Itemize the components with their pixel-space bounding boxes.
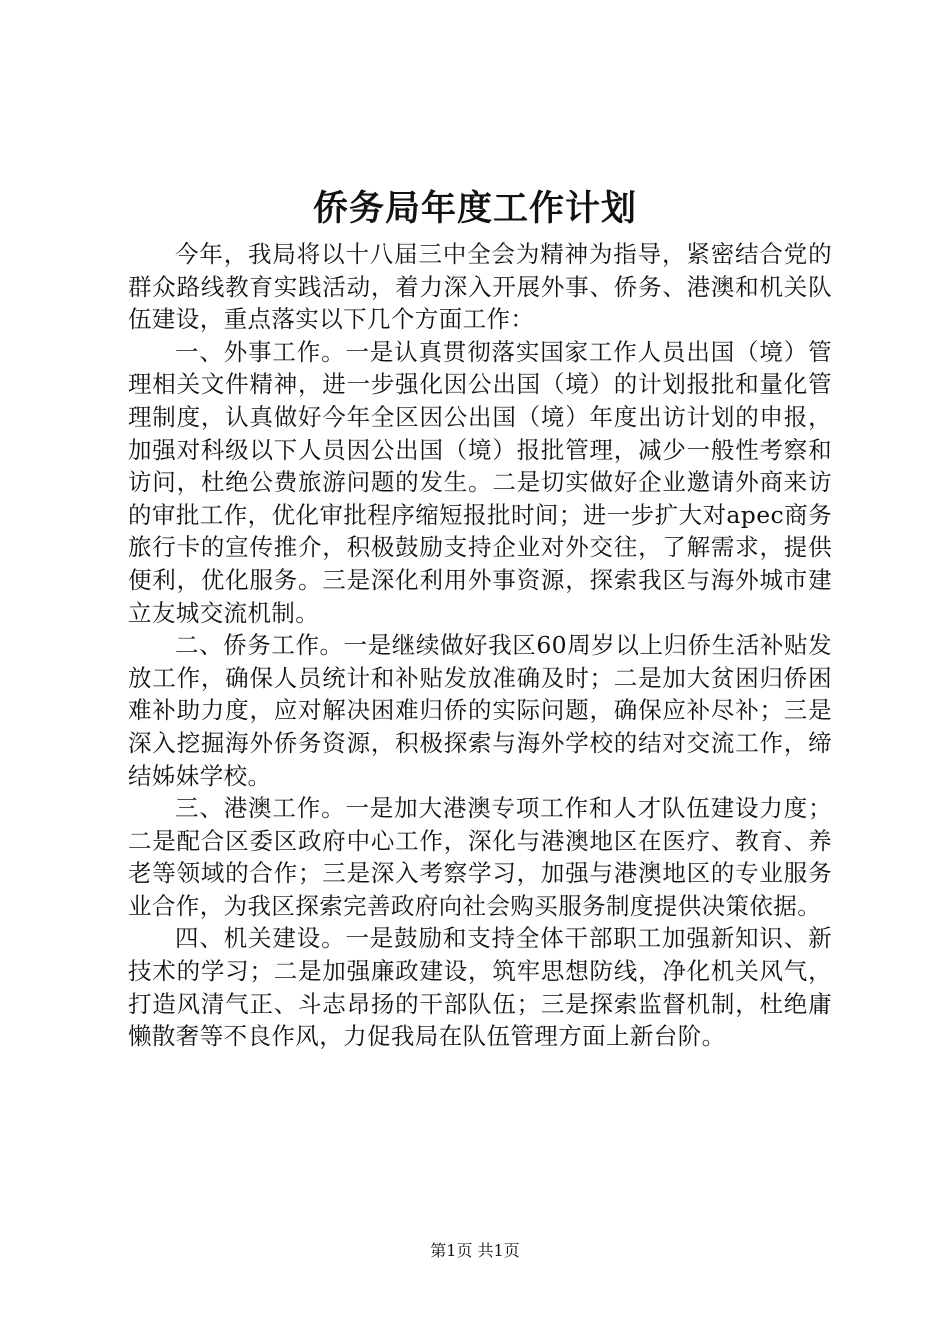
document-body	[128, 238, 832, 1053]
paragraph-organization-building: 四、机关建设。一是鼓励和支持全体干部职工加强新知识、新技术的学习；二是加强廉政建设，筑牢思想防线，净化机关风气，打造风清气正、斗志昂扬的干部队伍；三是探索监督机制，杜绝庸懒散奢等不良作风，力促我局在队伍管理方面上新台阶。	[128, 924, 832, 1051]
paragraph-overseas-chinese: 二、侨务工作。一是继续做好我区60周岁以上归侨生活补贴发放工作，确保人员统计和补贴发放准确及时；二是加大贫困归侨困难补助力度，应对解决困难归侨的实际问题，确保应补尽补；三是深入挖掘海外侨务资源，积极探索与海外学校的结对交流工作，缔结姊妹学校。	[128, 631, 832, 790]
paragraph-foreign-affairs: 一、外事工作。一是认真贯彻落实国家工作人员出国（境）管理相关文件精神，进一步强化因公出国（境）的计划报批和量化管理制度，认真做好今年全区因公出国（境）年度出访计划的申报，加强对科级以下人员因公出国（境）报批管理，减少一般性考察和访问，杜绝公费旅游问题的发生。二是切实做好企业邀请外商来访的审批工作，优化审批程序缩短报批时间；进一步扩大对apec商务旅行卡的宣传推介，积极鼓励支持企业对外交往，了解需求，提供便利，优化服务。三是深化利用外事资源，探索我区与海外城市建立友城交流机制。	[128, 337, 832, 627]
document-title: 侨务局年度工作计划	[312, 188, 637, 229]
paragraph-hk-macao: 三、港澳工作。一是加大港澳专项工作和人才队伍建设力度；二是配合区委区政府中心工作，深化与港澳地区在医疗、教育、养老等领域的合作；三是深入考察学习，加强与港澳地区的专业服务业合作，为我区探索完善政府向社会购买服务制度提供决策依据。	[128, 794, 832, 920]
page-number-footer: 第1页 共1页	[430, 1241, 520, 1260]
paragraph-intro: 今年，我局将以十八届三中全会为精神为指导，紧密结合党的群众路线教育实践活动，着力深入开展外事、侨务、港澳和机关队伍建设，重点落实以下几个方面工作：	[128, 240, 832, 334]
